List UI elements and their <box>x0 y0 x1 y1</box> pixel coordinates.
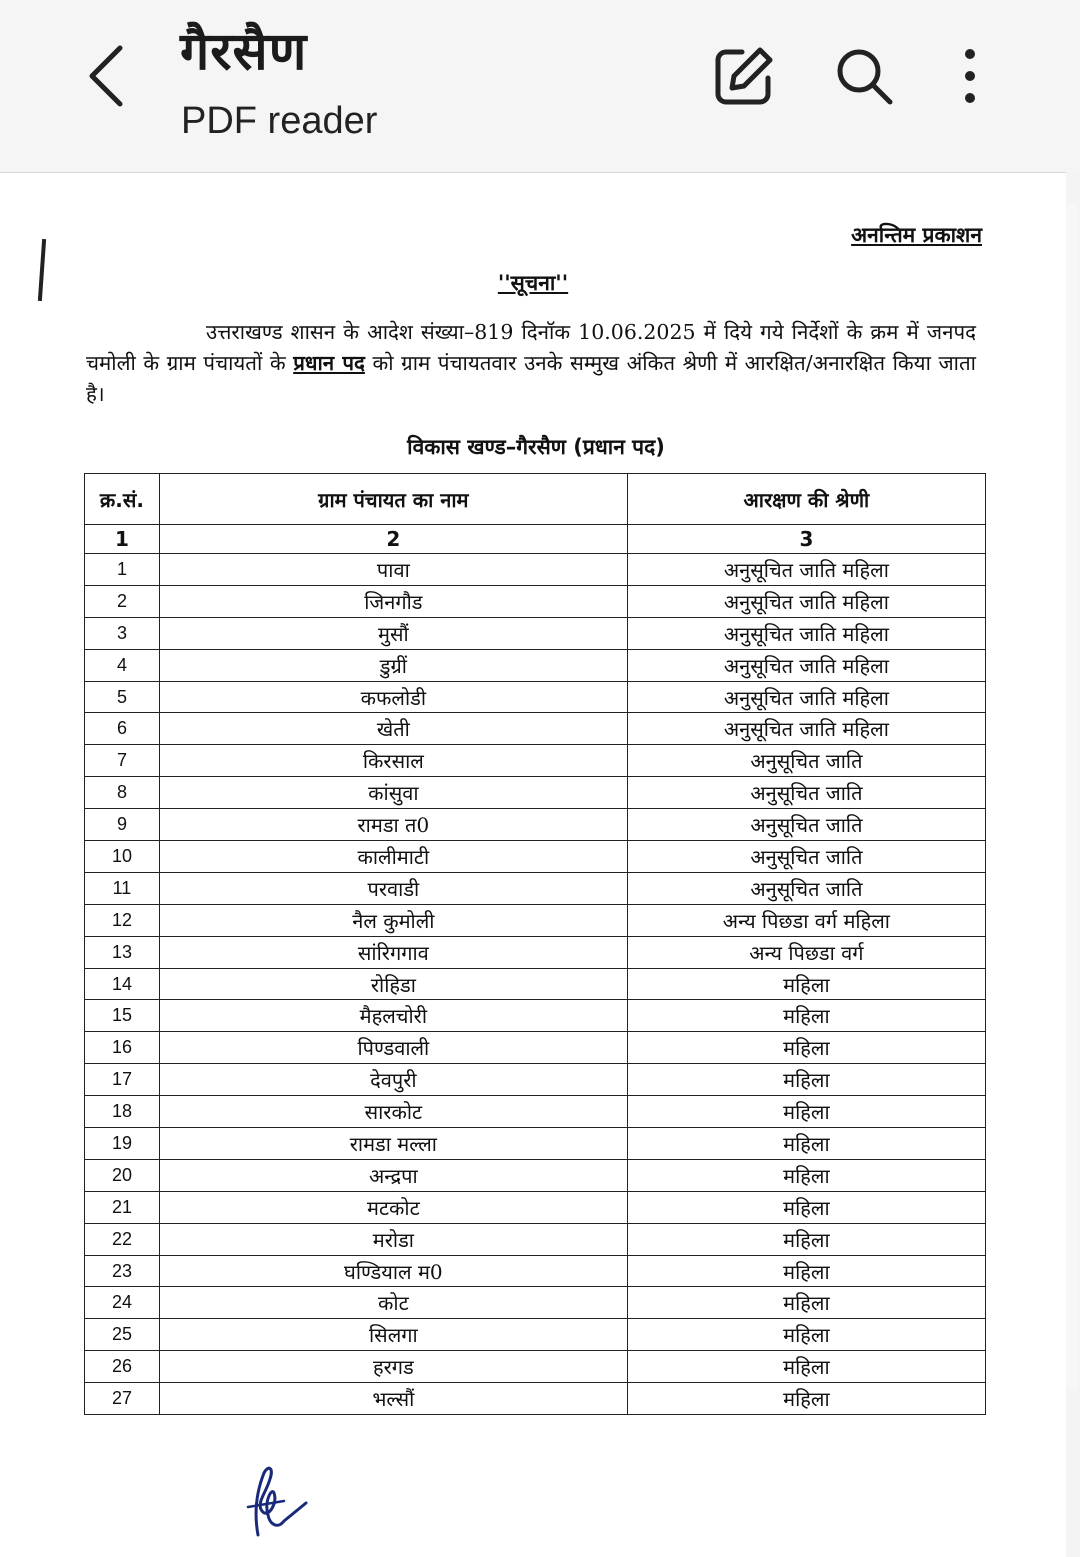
row-panchayat-name: किरसाल <box>159 745 627 777</box>
table-row <box>85 1383 986 1415</box>
row-serial: 2 <box>85 585 160 617</box>
row-category: महिला <box>627 1032 985 1064</box>
row-category: महिला <box>627 1191 985 1223</box>
row-serial: 13 <box>85 936 160 968</box>
app-bar <box>0 0 1080 172</box>
row-panchayat-name: अन्द्रपा <box>159 1159 627 1191</box>
row-category: महिला <box>627 1255 985 1287</box>
row-serial: 20 <box>85 1159 160 1191</box>
table-row <box>85 1319 986 1351</box>
row-serial: 18 <box>85 1096 160 1128</box>
pdf-page[interactable] <box>0 172 1066 1557</box>
block-heading: विकास खण्ड–गैरसैण (प्रधान पद) <box>407 435 665 459</box>
header-serial: क्र.सं. <box>85 474 160 525</box>
row-panchayat-name: पावा <box>159 554 627 586</box>
col-number: 1 <box>85 525 160 554</box>
row-panchayat-name: डुग्रीं <box>159 649 627 681</box>
edit-icon[interactable] <box>712 44 776 108</box>
row-category: अनुसूचित जाति <box>627 841 985 873</box>
table-row <box>85 681 986 713</box>
table-row <box>85 904 986 936</box>
table-row <box>85 1287 986 1319</box>
header-panchayat-name: ग्राम पंचायत का नाम <box>159 474 627 525</box>
row-serial: 11 <box>85 872 160 904</box>
row-panchayat-name: घण्डियाल म0 <box>159 1255 627 1287</box>
more-vertical-icon[interactable] <box>940 44 1000 108</box>
table-row <box>85 1032 986 1064</box>
row-serial: 5 <box>85 681 160 713</box>
row-category: अनुसूचित जाति महिला <box>627 585 985 617</box>
row-serial: 6 <box>85 713 160 745</box>
notice-title: ''सूचना'' <box>497 271 569 295</box>
row-serial: 17 <box>85 1064 160 1096</box>
row-serial: 26 <box>85 1351 160 1383</box>
table-row <box>85 968 986 1000</box>
col-number: 3 <box>627 525 985 554</box>
row-panchayat-name: पिण्डवाली <box>159 1032 627 1064</box>
table-row <box>85 872 986 904</box>
table-row <box>85 777 986 809</box>
row-panchayat-name: मरोडा <box>159 1223 627 1255</box>
row-serial: 22 <box>85 1223 160 1255</box>
row-panchayat-name: रामडा मल्ला <box>159 1128 627 1160</box>
table-row <box>85 1191 986 1223</box>
row-category: अनुसूचित जाति महिला <box>627 617 985 649</box>
row-panchayat-name: कांसुवा <box>159 777 627 809</box>
row-category: महिला <box>627 1351 985 1383</box>
page-subtitle: PDF reader <box>181 100 378 142</box>
table-row <box>85 649 986 681</box>
row-panchayat-name: सांरिगगाव <box>159 936 627 968</box>
row-panchayat-name: जिनगौड <box>159 585 627 617</box>
row-serial: 15 <box>85 1000 160 1032</box>
row-panchayat-name: खेती <box>159 713 627 745</box>
row-category: महिला <box>627 1064 985 1096</box>
back-chevron-icon[interactable] <box>78 40 138 112</box>
row-serial: 4 <box>85 649 160 681</box>
reservation-table <box>84 473 986 1415</box>
final-publication-label: अनन्तिम प्रकाशन <box>851 223 982 247</box>
row-serial: 9 <box>85 809 160 841</box>
row-panchayat-name: रोहिडा <box>159 968 627 1000</box>
row-category: अनुसूचित जाति महिला <box>627 681 985 713</box>
row-serial: 1 <box>85 554 160 586</box>
row-category: अनुसूचित जाति <box>627 872 985 904</box>
header-category: आरक्षण की श्रेणी <box>627 474 985 525</box>
row-serial: 16 <box>85 1032 160 1064</box>
row-panchayat-name: भल्सौं <box>159 1383 627 1415</box>
row-panchayat-name: देवपुरी <box>159 1064 627 1096</box>
row-serial: 24 <box>85 1287 160 1319</box>
table-row <box>85 745 986 777</box>
row-panchayat-name: रामडा त0 <box>159 809 627 841</box>
row-category: महिला <box>627 1000 985 1032</box>
search-icon[interactable] <box>832 44 896 108</box>
table-row <box>85 809 986 841</box>
row-category: महिला <box>627 1287 985 1319</box>
row-serial: 21 <box>85 1191 160 1223</box>
row-category: अनुसूचित जाति महिला <box>627 649 985 681</box>
table-row <box>85 1159 986 1191</box>
row-serial: 14 <box>85 968 160 1000</box>
table-row <box>85 1064 986 1096</box>
row-panchayat-name: मुसौं <box>159 617 627 649</box>
row-category: महिला <box>627 1319 985 1351</box>
scrollbar[interactable] <box>1066 204 1078 1390</box>
row-category: अनुसूचित जाति महिला <box>627 713 985 745</box>
notice-paragraph: उत्तराखण्ड शासन के आदेश संख्या–819 दिनॉक 10.06.2025 में दिये गये निर्देशों के क्रम में जनपद चमोली के ग्राम पंचायतों के प्रधान पद को ग्राम पंचायतवार उनके सम्मुख अंकित श्रेणी में आरक्षित/अनारक्षित किया जाता है। <box>86 320 976 406</box>
row-category: महिला <box>627 1096 985 1128</box>
table-row <box>85 1255 986 1287</box>
row-panchayat-name: कफलोडी <box>159 681 627 713</box>
row-category: अनुसूचित जाति <box>627 745 985 777</box>
table-row <box>85 554 986 586</box>
row-panchayat-name: सिलगा <box>159 1319 627 1351</box>
row-panchayat-name: कालीमाटी <box>159 841 627 873</box>
row-category: अन्य पिछडा वर्ग <box>627 936 985 968</box>
row-panchayat-name: मैहलचोरी <box>159 1000 627 1032</box>
row-category: महिला <box>627 1223 985 1255</box>
table-row <box>85 841 986 873</box>
row-category: महिला <box>627 1128 985 1160</box>
table-row <box>85 1096 986 1128</box>
row-category: अन्य पिछडा वर्ग महिला <box>627 904 985 936</box>
row-category: अनुसूचित जाति <box>627 777 985 809</box>
table-row <box>85 585 986 617</box>
row-category: अनुसूचित जाति <box>627 809 985 841</box>
row-panchayat-name: परवाडी <box>159 872 627 904</box>
table-row <box>85 617 986 649</box>
col-number: 2 <box>159 525 627 554</box>
table-row <box>85 1000 986 1032</box>
row-serial: 27 <box>85 1383 160 1415</box>
row-serial: 3 <box>85 617 160 649</box>
table-row <box>85 1128 986 1160</box>
row-panchayat-name: हरगड <box>159 1351 627 1383</box>
row-serial: 8 <box>85 777 160 809</box>
row-panchayat-name: सारकोट <box>159 1096 627 1128</box>
row-serial: 19 <box>85 1128 160 1160</box>
row-panchayat-name: कोट <box>159 1287 627 1319</box>
row-category: महिला <box>627 1159 985 1191</box>
table-row <box>85 1223 986 1255</box>
row-panchayat-name: नैल कुमोली <box>159 904 627 936</box>
row-serial: 7 <box>85 745 160 777</box>
row-serial: 25 <box>85 1319 160 1351</box>
row-category: महिला <box>627 968 985 1000</box>
page-title: गैरसैण <box>180 22 308 82</box>
row-serial: 10 <box>85 841 160 873</box>
row-serial: 23 <box>85 1255 160 1287</box>
table-row <box>85 1351 986 1383</box>
signature <box>244 1463 314 1543</box>
row-serial: 12 <box>85 904 160 936</box>
row-category: महिला <box>627 1383 985 1415</box>
row-panchayat-name: मटकोट <box>159 1191 627 1223</box>
table-row <box>85 713 986 745</box>
row-category: अनुसूचित जाति महिला <box>627 554 985 586</box>
table-row <box>85 936 986 968</box>
